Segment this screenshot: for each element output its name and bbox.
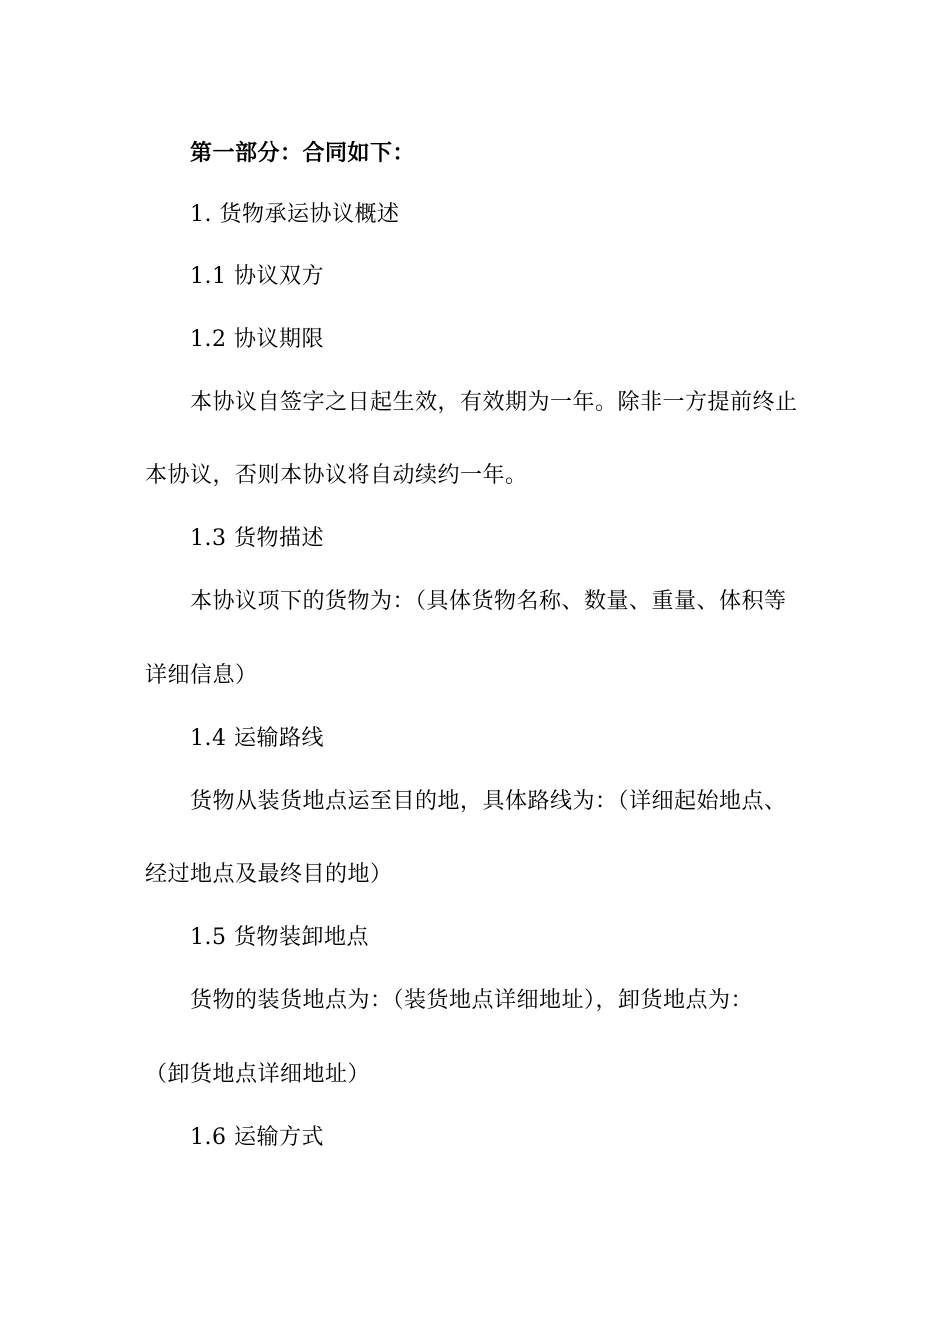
section-1-4-body-line-1: 货物从装货地点运至目的地，具体路线为：（详细起始地点、 (190, 789, 787, 814)
section-1-5-title: 1.5 货物装卸地点 (190, 925, 369, 950)
section-1-title: 1. 货物承运协议概述 (190, 202, 400, 227)
section-1-4-title: 1.4 运输路线 (190, 726, 324, 751)
section-1-2-title: 1.2 协议期限 (190, 327, 324, 352)
section-1-2-body-line-1: 本协议自签字之日起生效，有效期为一年。除非一方提前终止 (190, 390, 798, 415)
section-1-4-body-line-2: 经过地点及最终目的地） (145, 862, 393, 887)
section-1-6-title: 1.6 运输方式 (190, 1125, 324, 1150)
section-1-5-body-line-2: （卸货地点详细地址） (145, 1062, 371, 1087)
section-1-2-body-line-2: 本协议，否则本协议将自动续约一年。 (145, 463, 528, 488)
section-1-1-title: 1.1 协议双方 (190, 264, 324, 289)
section-1-3-body-line-2: 详细信息） (145, 663, 258, 688)
part-heading: 第一部分：合同如下： (190, 140, 416, 166)
section-1-3-title: 1.3 货物描述 (190, 526, 324, 551)
section-1-3-body-line-1: 本协议项下的货物为：（具体货物名称、数量、重量、体积等 (190, 589, 787, 614)
section-1-5-body-line-1: 货物的装货地点为：（装货地点详细地址），卸货地点为： (190, 988, 754, 1013)
